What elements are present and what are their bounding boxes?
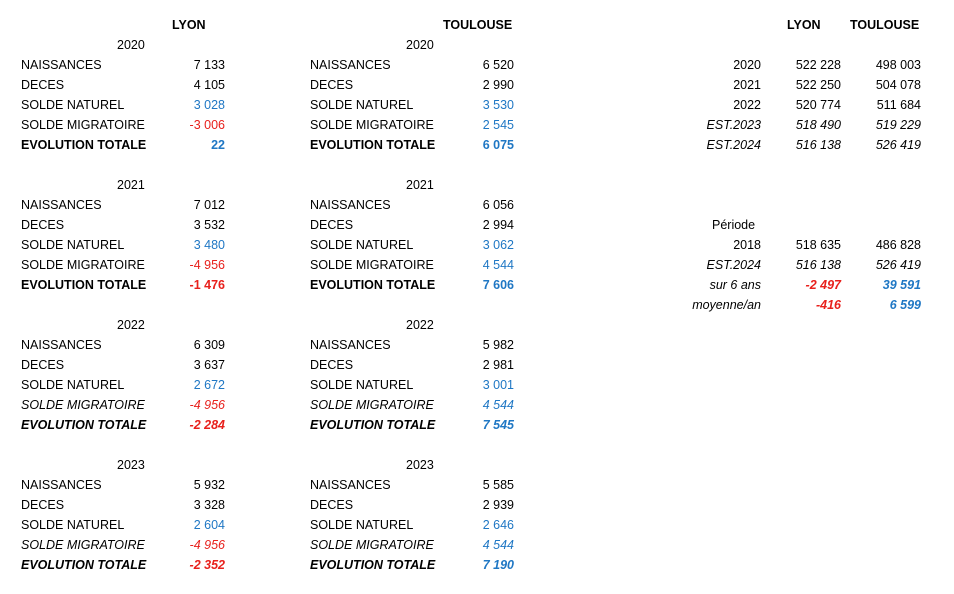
lyon-migration-label: SOLDE MIGRATOIRE xyxy=(21,398,145,412)
lyon-total-value: -1 476 xyxy=(189,278,225,292)
toulouse-natural-value: 3 062 xyxy=(482,238,514,252)
population-lyon-value: 516 138 xyxy=(795,138,841,152)
period-lyon-value: -2 497 xyxy=(805,278,841,292)
lyon-births-label: NAISSANCES xyxy=(21,58,102,72)
population-year-label: 2022 xyxy=(733,98,761,112)
toulouse-births-label: NAISSANCES xyxy=(310,198,391,212)
toulouse-migration-label: SOLDE MIGRATOIRE xyxy=(310,538,434,552)
toulouse-migration-value: 4 544 xyxy=(482,398,514,412)
toulouse-deaths-label: DECES xyxy=(310,78,354,92)
toulouse-deaths-value: 2 994 xyxy=(482,218,514,232)
population-lyon-value: 522 228 xyxy=(795,58,841,72)
toulouse-migration-value: 4 544 xyxy=(482,538,514,552)
population-lyon-value: 522 250 xyxy=(795,78,841,92)
lyon-deaths-value: 4 105 xyxy=(193,78,225,92)
lyon-migration-label: SOLDE MIGRATOIRE xyxy=(21,118,145,132)
population-lyon-value: 520 774 xyxy=(795,98,841,112)
period-row-label: sur 6 ans xyxy=(709,278,761,292)
lyon-year-2022: 2022 xyxy=(117,318,145,332)
lyon-births-label: NAISSANCES xyxy=(21,198,102,212)
lyon-deaths-value: 3 637 xyxy=(193,358,225,372)
toulouse-natural-value: 3 001 xyxy=(482,378,514,392)
lyon-total-label: EVOLUTION TOTALE xyxy=(21,138,147,152)
toulouse-births-value: 5 585 xyxy=(482,478,514,492)
population-year-label: 2021 xyxy=(733,78,761,92)
toulouse-deaths-value: 2 939 xyxy=(482,498,514,512)
lyon-total-value: 22 xyxy=(211,138,225,152)
lyon-natural-value: 3 028 xyxy=(193,98,225,112)
lyon-year-2023: 2023 xyxy=(117,458,145,472)
lyon-natural-label: SOLDE NATUREL xyxy=(21,98,125,112)
population-toulouse-value: 519 229 xyxy=(875,118,921,132)
toulouse-deaths-label: DECES xyxy=(310,218,354,232)
toulouse-total-label: EVOLUTION TOTALE xyxy=(310,278,436,292)
toulouse-deaths-label: DECES xyxy=(310,358,354,372)
population-toulouse-value: 526 419 xyxy=(875,138,921,152)
lyon-migration-value: -4 956 xyxy=(189,538,225,552)
population-toulouse-value: 504 078 xyxy=(875,78,921,92)
toulouse-deaths-value: 2 990 xyxy=(482,78,514,92)
lyon-deaths-label: DECES xyxy=(21,498,65,512)
period-toulouse-value: 526 419 xyxy=(875,258,921,272)
population-year-label: EST.2023 xyxy=(706,118,761,132)
toulouse-total-value: 7 545 xyxy=(482,418,514,432)
population-toulouse-value: 498 003 xyxy=(875,58,921,72)
period-row-label: moyenne/an xyxy=(692,298,761,312)
toulouse-total-value: 7 606 xyxy=(482,278,514,292)
lyon-header: LYON xyxy=(172,18,206,32)
lyon-births-value: 7 133 xyxy=(193,58,225,72)
period-toulouse-value: 486 828 xyxy=(875,238,921,252)
toulouse-migration-label: SOLDE MIGRATOIRE xyxy=(310,398,434,412)
lyon-births-value: 6 309 xyxy=(193,338,225,352)
toulouse-header: TOULOUSE xyxy=(443,18,513,32)
toulouse-natural-label: SOLDE NATUREL xyxy=(310,238,414,252)
period-toulouse-value: 6 599 xyxy=(889,298,921,312)
lyon-births-value: 7 012 xyxy=(193,198,225,212)
population-year-label: 2020 xyxy=(733,58,761,72)
toulouse-births-label: NAISSANCES xyxy=(310,58,391,72)
toulouse-total-label: EVOLUTION TOTALE xyxy=(310,138,436,152)
toulouse-births-value: 6 520 xyxy=(482,58,514,72)
period-lyon-value: -416 xyxy=(815,298,841,312)
lyon-migration-value: -4 956 xyxy=(189,258,225,272)
toulouse-total-value: 7 190 xyxy=(482,558,514,572)
period-lyon-value: 516 138 xyxy=(795,258,841,272)
toulouse-migration-label: SOLDE MIGRATOIRE xyxy=(310,118,434,132)
toulouse-births-label: NAISSANCES xyxy=(310,338,391,352)
toulouse-year-2021: 2021 xyxy=(406,178,434,192)
lyon-natural-value: 2 604 xyxy=(193,518,225,532)
toulouse-deaths-value: 2 981 xyxy=(482,358,514,372)
period-title: Période xyxy=(712,218,756,232)
lyon-natural-value: 3 480 xyxy=(193,238,225,252)
toulouse-total-label: EVOLUTION TOTALE xyxy=(310,418,436,432)
toulouse-natural-value: 3 530 xyxy=(482,98,514,112)
toulouse-natural-label: SOLDE NATUREL xyxy=(310,98,414,112)
lyon-migration-value: -3 006 xyxy=(189,118,225,132)
lyon-natural-label: SOLDE NATUREL xyxy=(21,378,125,392)
toulouse-migration-label: SOLDE MIGRATOIRE xyxy=(310,258,434,272)
toulouse-migration-value: 2 545 xyxy=(482,118,514,132)
lyon-births-label: NAISSANCES xyxy=(21,338,102,352)
toulouse-total-value: 6 075 xyxy=(482,138,514,152)
toulouse-births-value: 6 056 xyxy=(482,198,514,212)
lyon-deaths-label: DECES xyxy=(21,358,65,372)
lyon-deaths-label: DECES xyxy=(21,218,65,232)
toulouse-total-label: EVOLUTION TOTALE xyxy=(310,558,436,572)
lyon-natural-label: SOLDE NATUREL xyxy=(21,238,125,252)
period-lyon-value: 518 635 xyxy=(795,238,841,252)
population-toulouse-value: 511 684 xyxy=(876,98,921,112)
toulouse-natural-label: SOLDE NATUREL xyxy=(310,518,414,532)
period-row-label: EST.2024 xyxy=(706,258,761,272)
toulouse-natural-value: 2 646 xyxy=(482,518,514,532)
toulouse-year-2020: 2020 xyxy=(406,38,434,52)
period-row-label: 2018 xyxy=(733,238,761,252)
population-lyon-value: 518 490 xyxy=(795,118,841,132)
lyon-migration-label: SOLDE MIGRATOIRE xyxy=(21,258,145,272)
lyon-births-value: 5 932 xyxy=(193,478,225,492)
lyon-natural-label: SOLDE NATUREL xyxy=(21,518,125,532)
toulouse-migration-value: 4 544 xyxy=(482,258,514,272)
toulouse-births-label: NAISSANCES xyxy=(310,478,391,492)
lyon-total-value: -2 352 xyxy=(189,558,225,572)
lyon-natural-value: 2 672 xyxy=(193,378,225,392)
toulouse-year-2023: 2023 xyxy=(406,458,434,472)
lyon-migration-value: -4 956 xyxy=(189,398,225,412)
lyon-deaths-value: 3 532 xyxy=(193,218,225,232)
lyon-year-2020: 2020 xyxy=(117,38,145,52)
lyon-total-label: EVOLUTION TOTALE xyxy=(21,278,147,292)
summary-toulouse-header: TOULOUSE xyxy=(850,18,920,32)
summary-lyon-header: LYON xyxy=(787,18,821,32)
lyon-deaths-label: DECES xyxy=(21,78,65,92)
lyon-births-label: NAISSANCES xyxy=(21,478,102,492)
lyon-total-label: EVOLUTION TOTALE xyxy=(21,558,147,572)
lyon-year-2021: 2021 xyxy=(117,178,145,192)
toulouse-deaths-label: DECES xyxy=(310,498,354,512)
lyon-total-label: EVOLUTION TOTALE xyxy=(21,418,147,432)
lyon-deaths-value: 3 328 xyxy=(193,498,225,512)
toulouse-natural-label: SOLDE NATUREL xyxy=(310,378,414,392)
lyon-total-value: -2 284 xyxy=(189,418,225,432)
toulouse-year-2022: 2022 xyxy=(406,318,434,332)
population-year-label: EST.2024 xyxy=(706,138,761,152)
period-toulouse-value: 39 591 xyxy=(882,278,921,292)
lyon-migration-label: SOLDE MIGRATOIRE xyxy=(21,538,145,552)
toulouse-births-value: 5 982 xyxy=(482,338,514,352)
